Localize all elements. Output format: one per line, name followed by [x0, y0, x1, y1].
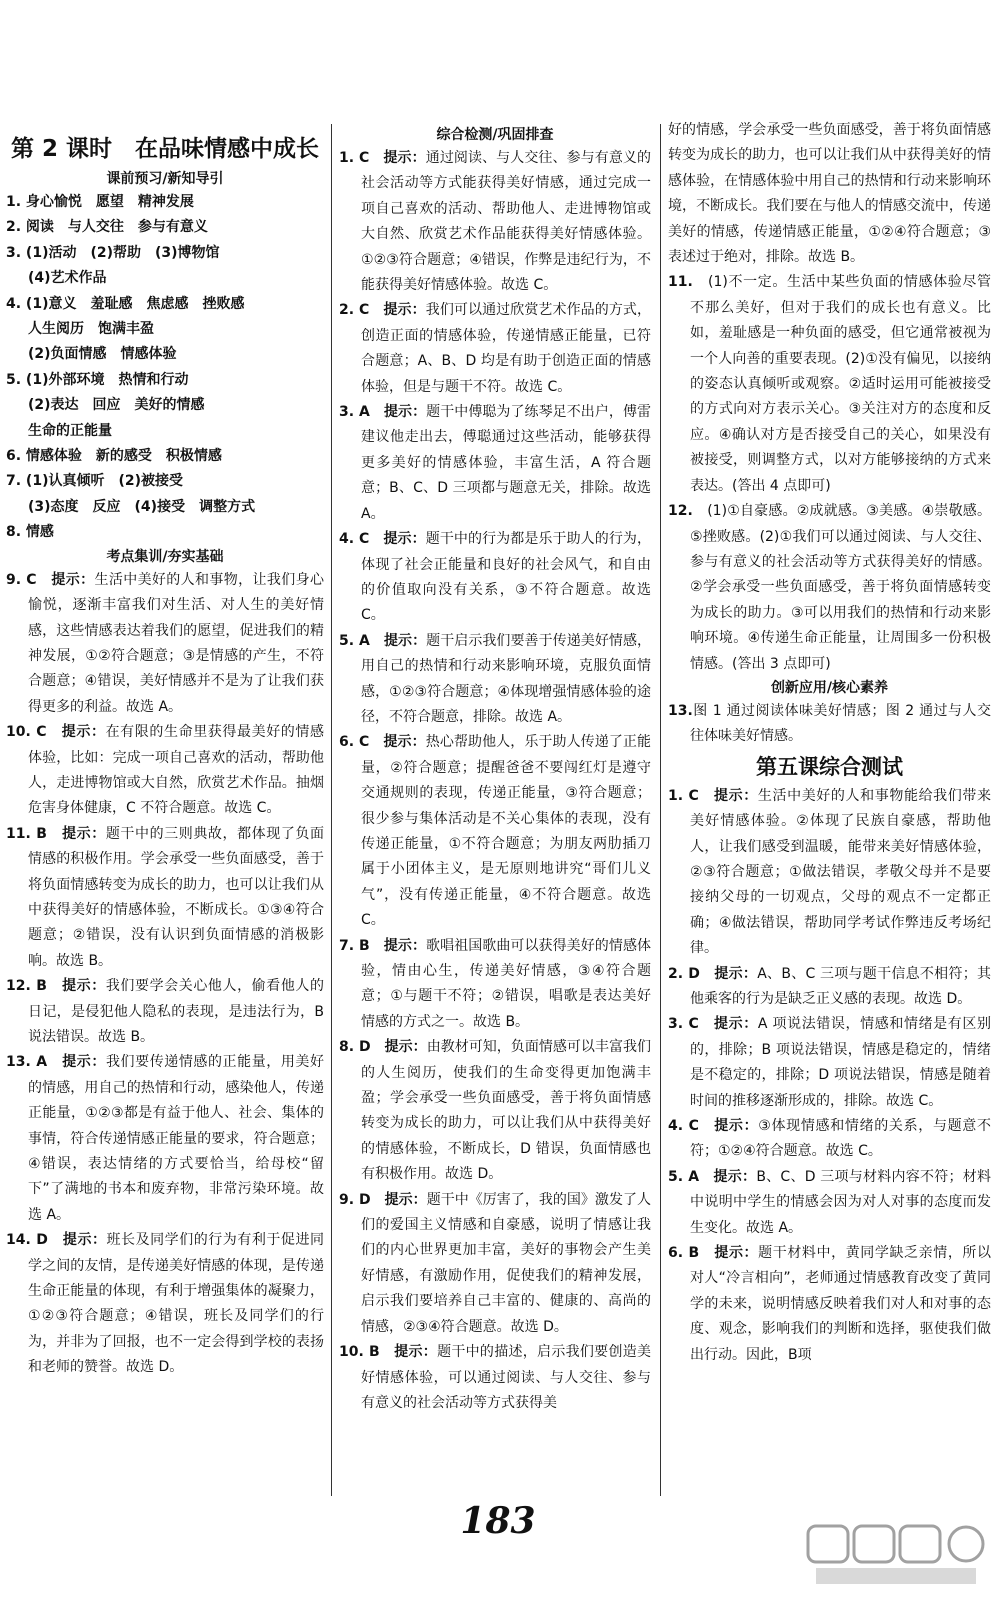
preview-line: 5. (1)外部环境 热情和行动	[6, 371, 189, 388]
answer-number: 7. B	[339, 937, 384, 954]
column-middle	[339, 124, 651, 1416]
answer-text: 题干材料中，黄同学缺乏亲情，所以对人“冷言相向”，老师通过情感教育改变了黄同学的未来，说明情感反映着我们对人和对事的态度、观念，影响我们的判断和选择，驱使我们做出行动。因此，B项	[690, 1245, 992, 1363]
review-answers	[339, 146, 651, 1416]
answer-number: 4. C	[339, 531, 384, 548]
answer-item	[6, 1050, 324, 1228]
answer-number: 2. C	[339, 302, 384, 319]
section-heading-basic: 考点集训/夯实基础	[106, 548, 224, 565]
answer-item	[339, 527, 651, 629]
answer-item	[6, 720, 324, 822]
hint-label: 提示：	[62, 1054, 106, 1071]
hint-label: 提示：	[383, 302, 426, 319]
answer-number: 14. D	[6, 1232, 63, 1249]
answer-text: 热心帮助他人，乐于助人传递了正能量，②符合题意；提醒爸爸不要闯红灯是遵守交通规则的表现，传递正能量，③符合题意；很少参与集体活动是不关心集体的表现，没有传递正能量，①不符合题意；为朋友两肋插刀属于小团体主义，是无原则地讲究“哥们儿义气”，没有传递正能量，④不符合题意。故选 C。	[361, 734, 652, 929]
preview-line: 4. (1)意义 羞耻感 焦虑感 挫败感	[6, 295, 245, 312]
answer-text: 歌唱祖国歌曲可以获得美好的情感体验，情由心生，传递美好情感，③④符合题意；①与题干不符；②错误，唱歌是表达美好情感的方式之一。故选 B。	[361, 937, 652, 1030]
answer-number: 9. D	[339, 1191, 385, 1208]
review-answers-cont	[668, 270, 991, 677]
answer-text: (1)①自豪感。②成就感。③美感。④崇敬感。⑤挫败感。(2)①我们可以通过阅读、与人交往、参与有意义的社会活动等方式获得美好的情感。②学会承受一些负面感受，善于将负面情感转变为成长的助力。③可以用我们的热情和行动来影响环境。④传递生命正能量，让周围多一份积极情感。(答出 3 点即可)	[690, 503, 991, 672]
answer-text: 班长及同学们的行为有利于促进同学之间的友情，是传递美好情感的体现，是传递生命正能量的体现，有利于增强集体的凝聚力，①②③符合题意；④错误，班长及同学们的行为，并非为了回报，也不一定会得到学校的表扬和老师的赞誉。故选 D。	[28, 1232, 325, 1376]
preview-line: 6. 情感体验 新的感受 积极情感	[6, 448, 222, 465]
preview-answers	[6, 190, 324, 546]
preview-line: 1. 身心愉悦 愿望 精神发展	[6, 194, 194, 210]
answer-item	[339, 400, 651, 527]
answer-text: 题干中的行为都是乐于助人的行为，体现了社会正能量和良好的社会风气，和自由的价值取向没有关系，③不符合题意。故选 C。	[361, 531, 652, 624]
column-divider	[331, 124, 332, 1496]
answer-text: A、B、C 三项与题干信息不相符；其他乘客的行为是缺乏正义感的表现。故选 D。	[690, 965, 991, 1007]
answer-text: 题干中的描述，启示我们要创造美好情感体验，可以通过阅读、与人交往、参与有意义的社会活动等方式获得美	[361, 1344, 652, 1411]
answer-number: 4. C	[668, 1118, 715, 1135]
column-right	[668, 118, 991, 1368]
answer-item	[339, 629, 651, 731]
preview-line: 3. (1)活动 (2)帮助 (3)博物馆	[6, 244, 220, 261]
answer-item	[6, 974, 324, 1050]
answer-item	[339, 730, 651, 933]
answer-text: 在有限的生命里获得最美好的情感体验，比如：完成一项自己喜欢的活动，帮助他人，走进博物馆或大自然，欣赏艺术作品。抽烟危害身体健康，C 不符合题意。故选 C。	[28, 724, 325, 817]
answer-item	[668, 499, 991, 677]
answer-text: 题干中傅聪为了练琴足不出户，傅雷建议他走出去，傅聪通过这些活动，能够获得更多美好的情感体验，丰富生活，A 符合题意；B、C、D 三项都与题意无关，排除。故选 A。	[361, 404, 652, 522]
hint-label: 提示：	[383, 404, 427, 421]
preview-line: 2. 阅读 与人交往 参与有意义	[6, 219, 208, 236]
answer-item	[6, 568, 324, 720]
basic-answers	[6, 568, 324, 1381]
hint-label: 提示：	[714, 1245, 759, 1262]
answer-item	[339, 298, 651, 400]
answer-number: 10. B	[339, 1344, 395, 1361]
answer-text: 我们要学会关心他人，偷看他人的日记，是侵犯他人隐私的表现，是违法行为，B 说法错误。故选 B。	[28, 978, 324, 1045]
answer-item	[339, 1035, 651, 1187]
hint-label: 提示：	[383, 150, 426, 166]
hint-label: 提示：	[714, 787, 758, 804]
answer-item	[339, 146, 651, 298]
answer-text: ③体现情感和情绪的关系，与题意不符；①②④符合题意。故选 C。	[690, 1118, 991, 1160]
answer-text: 题干中《厉害了，我的国》激发了人们的爱国主义情感和自豪感，说明了情感让我们的内心世界更加丰富，美好的事物会产生美好情感，有激励作用，促使我们的精神发展，启示我们要培养自己丰富的、健康的、高尚的情感，②③④符合题意。故选 D。	[361, 1191, 651, 1335]
answer-item	[668, 962, 991, 1013]
answer-text: 题干中的三则典故，都体现了负面情感的积极作用。学会承受一些负面感受，善于将负面情感转变为成长的助力，也可以让我们从中获得美好的情感体验，不断成长。①③④符合题意；②错误，没有认识到负面情感的消极影响。故选 B。	[28, 825, 324, 969]
answer-text: 生活中美好的人和事物，让我们身心愉悦，逐渐丰富我们对生活、对人生的美好情感，这些情感表达着我们的愿望，促进我们的精神发展，①②符合题意；③是情感的产生，不符合题意；④错误，美好情感并不是为了让我们获得更多的利益。故选 A。	[28, 571, 325, 715]
hint-label: 提示：	[383, 734, 426, 751]
column-divider	[660, 124, 661, 1496]
preview-line: (2)表达 回应 美好的情感	[28, 397, 205, 414]
hint-label: 提示：	[714, 965, 758, 982]
quiz-answers	[668, 784, 991, 1368]
section-heading-innovation: 创新应用/核心素养	[770, 679, 889, 696]
answer-number: 6. B	[668, 1245, 715, 1262]
preview-line: 生命的正能量	[28, 422, 112, 439]
hint-label: 提示：	[394, 1344, 438, 1361]
answer-number: 11.	[668, 274, 709, 291]
answer-text: 题干启示我们要善于传递美好情感，用自己的热情和行动来影响环境，克服负面情感，①②③符合题意；④体现增强情感体验的途径，不符合题意，排除。故选 A。	[361, 632, 652, 725]
hint-label: 提示：	[714, 1016, 758, 1033]
hint-label: 提示：	[714, 1118, 759, 1135]
answer-item-13: 13.图 1 通过阅读体味美好情感；图 2 通过与人交往体味美好情感。	[668, 702, 991, 745]
answer-number: 8. D	[339, 1039, 385, 1056]
lesson-title: 第 2 课时 在品味情感中成长	[10, 136, 320, 162]
answer-number: 10. C	[6, 724, 62, 741]
answer-number: 1. C	[339, 150, 384, 166]
hint-label: 提示：	[383, 937, 427, 954]
section-heading-preview: 课前预习/新知导引	[106, 171, 224, 187]
continued-answer: 好的情感，学会承受一些负面感受，善于将负面情感转变为成长的助力，也可以让我们从中获得美好的情感体验，在情感体验中用自己的热情和行动来影响环境，不断成长。我们要在与他人的情感交流中，传递美好的情感，传递情感正能量，①②④符合题意；③表述过于绝对，排除。故选 B。	[668, 122, 991, 266]
page-number: 183	[460, 1500, 536, 1542]
hint-label: 提示：	[384, 1039, 427, 1056]
answer-number: 12.	[668, 503, 708, 520]
answer-item	[668, 270, 991, 499]
preview-line: 人生阅历 饱满丰盈	[28, 321, 154, 338]
preview-line: (3)态度 反应 (4)接受 调整方式	[28, 498, 256, 515]
answer-number: 2. D	[668, 965, 715, 982]
answer-number: 3. A	[339, 404, 384, 421]
hint-label: 提示：	[51, 571, 95, 588]
answer-item	[668, 1114, 991, 1165]
answer-item	[339, 934, 651, 1036]
watermark-logo-icon	[806, 1522, 986, 1588]
preview-line: 7. (1)认真倾听 (2)被接受	[6, 473, 184, 490]
answer-item	[6, 1228, 324, 1380]
answer-item	[668, 1241, 991, 1368]
answer-number: 11. B	[6, 825, 63, 842]
answer-item	[668, 1012, 991, 1114]
hint-label: 提示：	[383, 632, 427, 649]
hint-label: 提示：	[62, 978, 106, 995]
answer-item	[339, 1340, 651, 1416]
answer-number: 5. A	[668, 1168, 714, 1185]
preview-line: (2)负面情感 情感体验	[28, 346, 177, 363]
answer-number: 1. C	[668, 787, 715, 804]
answer-item	[6, 822, 324, 974]
preview-line: 8. 情感	[6, 524, 54, 541]
answer-number: 13. A	[6, 1054, 63, 1071]
answer-text: 生活中美好的人和事物能给我们带来美好情感体验。②体现了民族自豪感，帮助他人，让我们感受到温暖，能带来美好情感体验，②③符合题意；①做法错误，孝敬父母并不是要接纳父母的一切观点，父母的观点不一定都正确；④做法错误，帮助同学考试作弊违反考场纪律。	[690, 787, 992, 957]
hint-label: 提示：	[62, 1232, 107, 1249]
preview-line: (4)艺术作品	[28, 270, 107, 287]
answer-text: 我们可以通过欣赏艺术作品的方式，创造正面的情感体验，传递情感正能量，已符合题意；A、B、D 均是有助于创造正面的情感体验，但是与题干不符。故选 C。	[361, 302, 652, 395]
hint-label: 提示：	[61, 724, 106, 741]
answer-number: 12. B	[6, 978, 63, 995]
answer-item	[339, 1188, 651, 1340]
answer-text: (1)不一定。生活中某些负面的情感体验尽管不那么美好，但对于我们的成长也有意义。比如，羞耻感是一种负面的感受，但它通常被视为一个人向善的重要表现。(2)①没有偏见，以接纳的姿态认真倾听或观察。②适时运用可能被接受的方式向对方表示关心。③关注对方的态度和反应。④确认对方是否接受自己的关心，如果没有被接受，则调整方式，以对方能够接纳的方式来表达。(答出 4 点即可)	[690, 274, 991, 494]
answer-text: A 项说法错误，情感和情绪是有区别的，排除；B 项说法错误，情感是稳定的，情绪是不稳定的，排除；D 项说法错误，情感是随着时间的推移逐渐形成的，排除。故选 C。	[690, 1016, 991, 1109]
hint-label: 提示：	[383, 531, 426, 548]
hint-label: 提示：	[384, 1191, 427, 1208]
answer-number: 6. C	[339, 734, 384, 751]
answer-number: 3. C	[668, 1016, 715, 1033]
answer-text: 通过阅读、与人交往、参与有意义的社会活动等方式能获得美好情感，通过完成一项自己喜欢的活动、帮助他人、走进博物馆或大自然、欣赏艺术作品能获得美好情感体验。①②③符合题意；④错误，作弊是违纪行为，不能获得美好情感体验。故选 C。	[361, 150, 652, 294]
answer-number: 9. C	[6, 571, 52, 588]
hint-label: 提示：	[62, 825, 106, 842]
answer-item	[668, 1165, 991, 1241]
column-left	[6, 124, 324, 1381]
answer-text: B、C、D 三项与材料内容不符；材料中说明中学生的情感会因为对人对事的态度而发生变化。故选 A。	[690, 1168, 991, 1236]
quiz-title: 第五课综合测试	[756, 754, 903, 779]
answer-text: 我们要传递情感的正能量，用美好的情感，用自己的热情和行动，感染他人，传递正能量，①②③都是有益于他人、社会、集体的事情，符合传递情感正能量的要求，符合题意；④错误，表达情绪的方式要恰当，给母校“留下”了满地的书本和废弃物，非常污染环境。故选 A。	[28, 1054, 325, 1223]
section-heading-review: 综合检测/巩固排查	[436, 127, 554, 143]
hint-label: 提示：	[713, 1168, 757, 1185]
answer-item	[668, 784, 991, 962]
answer-number: 5. A	[339, 632, 384, 649]
answer-text: 由教材可知，负面情感可以丰富我们的人生阅历，使我们的生命变得更加饱满丰盈；学会承受一些负面感受，善于将负面情感转变为成长的助力，可以让我们从中获得美好的情感体验，不断成长，D 错误，负面情感也有积极作用。故选 D。	[361, 1039, 651, 1183]
